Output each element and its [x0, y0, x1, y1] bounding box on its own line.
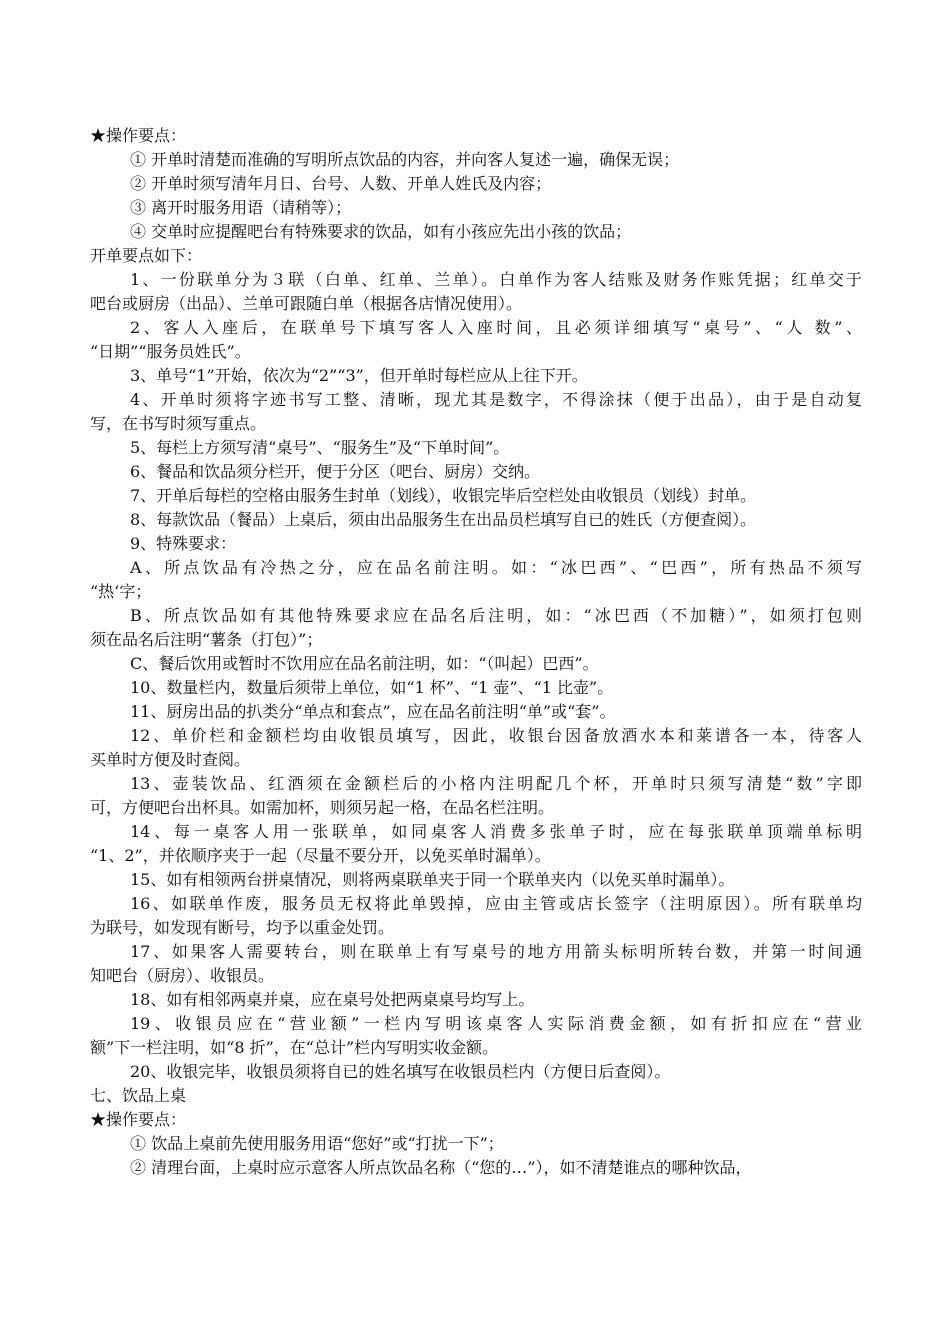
- paragraph-line: 3、单号“1”开始，依次为“2”“3”，但开单时每栏应从上往下开。: [130, 366, 588, 385]
- paragraph-line: 8、每款饮品（餐品）上桌后，须由出品服务生在出品员栏填写自已的姓氏（方便查阅）。: [130, 510, 757, 529]
- paragraph-line: 写，在书写时须写重点。: [90, 414, 267, 433]
- paragraph-line: B、所点饮品如有其他特殊要求应在品名后注明，如：“冰巴西（不加糖）”，如须打包则: [130, 606, 862, 625]
- paragraph-line: 买单时方便及时查阅。: [90, 750, 251, 769]
- paragraph-line: 额”下一栏注明，如“8 折”，在“总计”栏内写明实收金额。: [90, 1038, 499, 1057]
- paragraph-line: 9、特殊要求：: [130, 534, 237, 553]
- paragraph-line: “日期”“服务员姓氏”。: [90, 342, 251, 361]
- paragraph-line: 13、壶装饮品、红酒须在金额栏后的小格内注明配几个杯，开单时只须写清楚“数”字即: [130, 774, 862, 793]
- paragraph-line: 14、每一桌客人用一张联单，如同桌客人消费多张单子时，应在每张联单顶端单标明: [130, 822, 862, 841]
- paragraph-line: 20、收银完毕，收银员须将自已的姓名填写在收银员栏内（方便日后查阅）。: [130, 1062, 671, 1081]
- paragraph-line: 5、每栏上方须写清“桌号”、“服务生”及“下单时间”。: [130, 438, 510, 457]
- paragraph-line: 为联号，如发现有断号，均予以重金处罚。: [90, 918, 395, 937]
- paragraph-line: 12、单价栏和金额栏均由收银员填写，因此，收银台因备放酒水本和莱谱各一本，待客人: [130, 726, 862, 745]
- paragraph-line: “热‘字；: [90, 582, 152, 601]
- paragraph-line: 7、开单后每栏的空格由服务生封单（划线），收银完毕后空栏处由收银员（划线）封单。: [130, 486, 757, 505]
- paragraph-line: 可，方便吧台出杯具。如需加杯，则须另起一格，在品名栏注明。: [90, 798, 555, 817]
- list-item: ② 开单时须写清年月日、台号、人数、开单人姓氏及内容；: [130, 174, 552, 193]
- list-item: ① 饮品上桌前先使用服务用语“您好”或“打扰一下”；: [130, 1134, 504, 1153]
- paragraph-line: 18、如有相邻两桌并桌，应在桌号处把两桌桌号均写上。: [130, 990, 535, 1009]
- paragraph-line: 10、数量栏内，数量后须带上单位，如“1 杯”、“1 壶”、“1 比壶”。: [130, 678, 614, 697]
- paragraph-line: 1、一份联单分为３联（白单、红单、兰单）。白单作为客人结账及财务作账凭据；红单交于: [130, 270, 862, 289]
- list-item: ③ 离开时服务用语（请稍等）；: [130, 198, 352, 217]
- section-heading: ★操作要点：: [90, 126, 187, 145]
- paragraph-line: “1、2”，并依顺序夹于一起（尽量不要分开，以免买单时漏单）。: [90, 846, 551, 865]
- paragraph-line: 17、如果客人需要转台，则在联单上有写桌号的地方用箭头标明所转台数，并第一时间通: [130, 942, 862, 961]
- paragraph-line: 吧台或厨房（出品）、兰单可跟随白单（根据各店情况使用）。: [90, 294, 523, 313]
- paragraph-line: 16、如联单作废，服务员无权将此单毁掉，应由主管或店长签字（注明原因）。所有联单均: [130, 894, 862, 913]
- paragraph-line: 19、收银员应在“营业额”一栏内写明该桌客人实际消费金额，如有折扣应在“营业: [130, 1014, 862, 1033]
- paragraph-line: 知吧台（厨房）、收银员。: [90, 966, 275, 985]
- document-page: [90, 124, 862, 1180]
- paragraph-line: A、所点饮品有冷热之分，应在品名前注明。如：“冰巴西”、“巴西”，所有热品不须写: [130, 558, 862, 577]
- list-item: ② 清理台面，上桌时应示意客人所点饮品名称（“您的…”），如不清楚谁点的哪种饮品，: [130, 1158, 752, 1177]
- paragraph-line: 2、客人入座后，在联单号下填写客人入座时间，且必须详细填写“桌号”、“人 数”、: [130, 318, 862, 337]
- paragraph-line: 4、开单时须将字迹书写工整、清晰，现尤其是数字，不得涂抹（便于出品），由于是自动复: [130, 390, 862, 409]
- list-item: ① 开单时清楚而准确的写明所点饮品的内容，并向客人复述一遍，确保无误；: [130, 150, 680, 169]
- paragraph-line: 11、厨房出品的扒类分“单点和套点”，应在品名前注明“单”或“套”。: [130, 702, 616, 721]
- paragraph-line: C、餐后饮用或暂时不饮用应在品名前注明，如：“（叫起）巴西”。: [130, 654, 599, 673]
- section-heading: ★操作要点：: [90, 1110, 187, 1129]
- section-title: 七、饮品上桌: [90, 1086, 187, 1105]
- subsection-heading: 开单要点如下：: [90, 246, 203, 265]
- paragraph-line: 6、餐品和饮品须分栏开，便于分区（吧台、厨房）交纳。: [130, 462, 541, 481]
- paragraph-line: 须在品名后注明“薯条（打包）”；: [90, 630, 323, 649]
- list-item: ④ 交单时应提醒吧台有特殊要求的饮品，如有小孩应先出小孩的饮品；: [130, 222, 632, 241]
- paragraph-line: 15、如有相领两台拼桌情况，则将两桌联单夹于同一个联单夹内（以免买单时漏单）。: [130, 870, 735, 889]
